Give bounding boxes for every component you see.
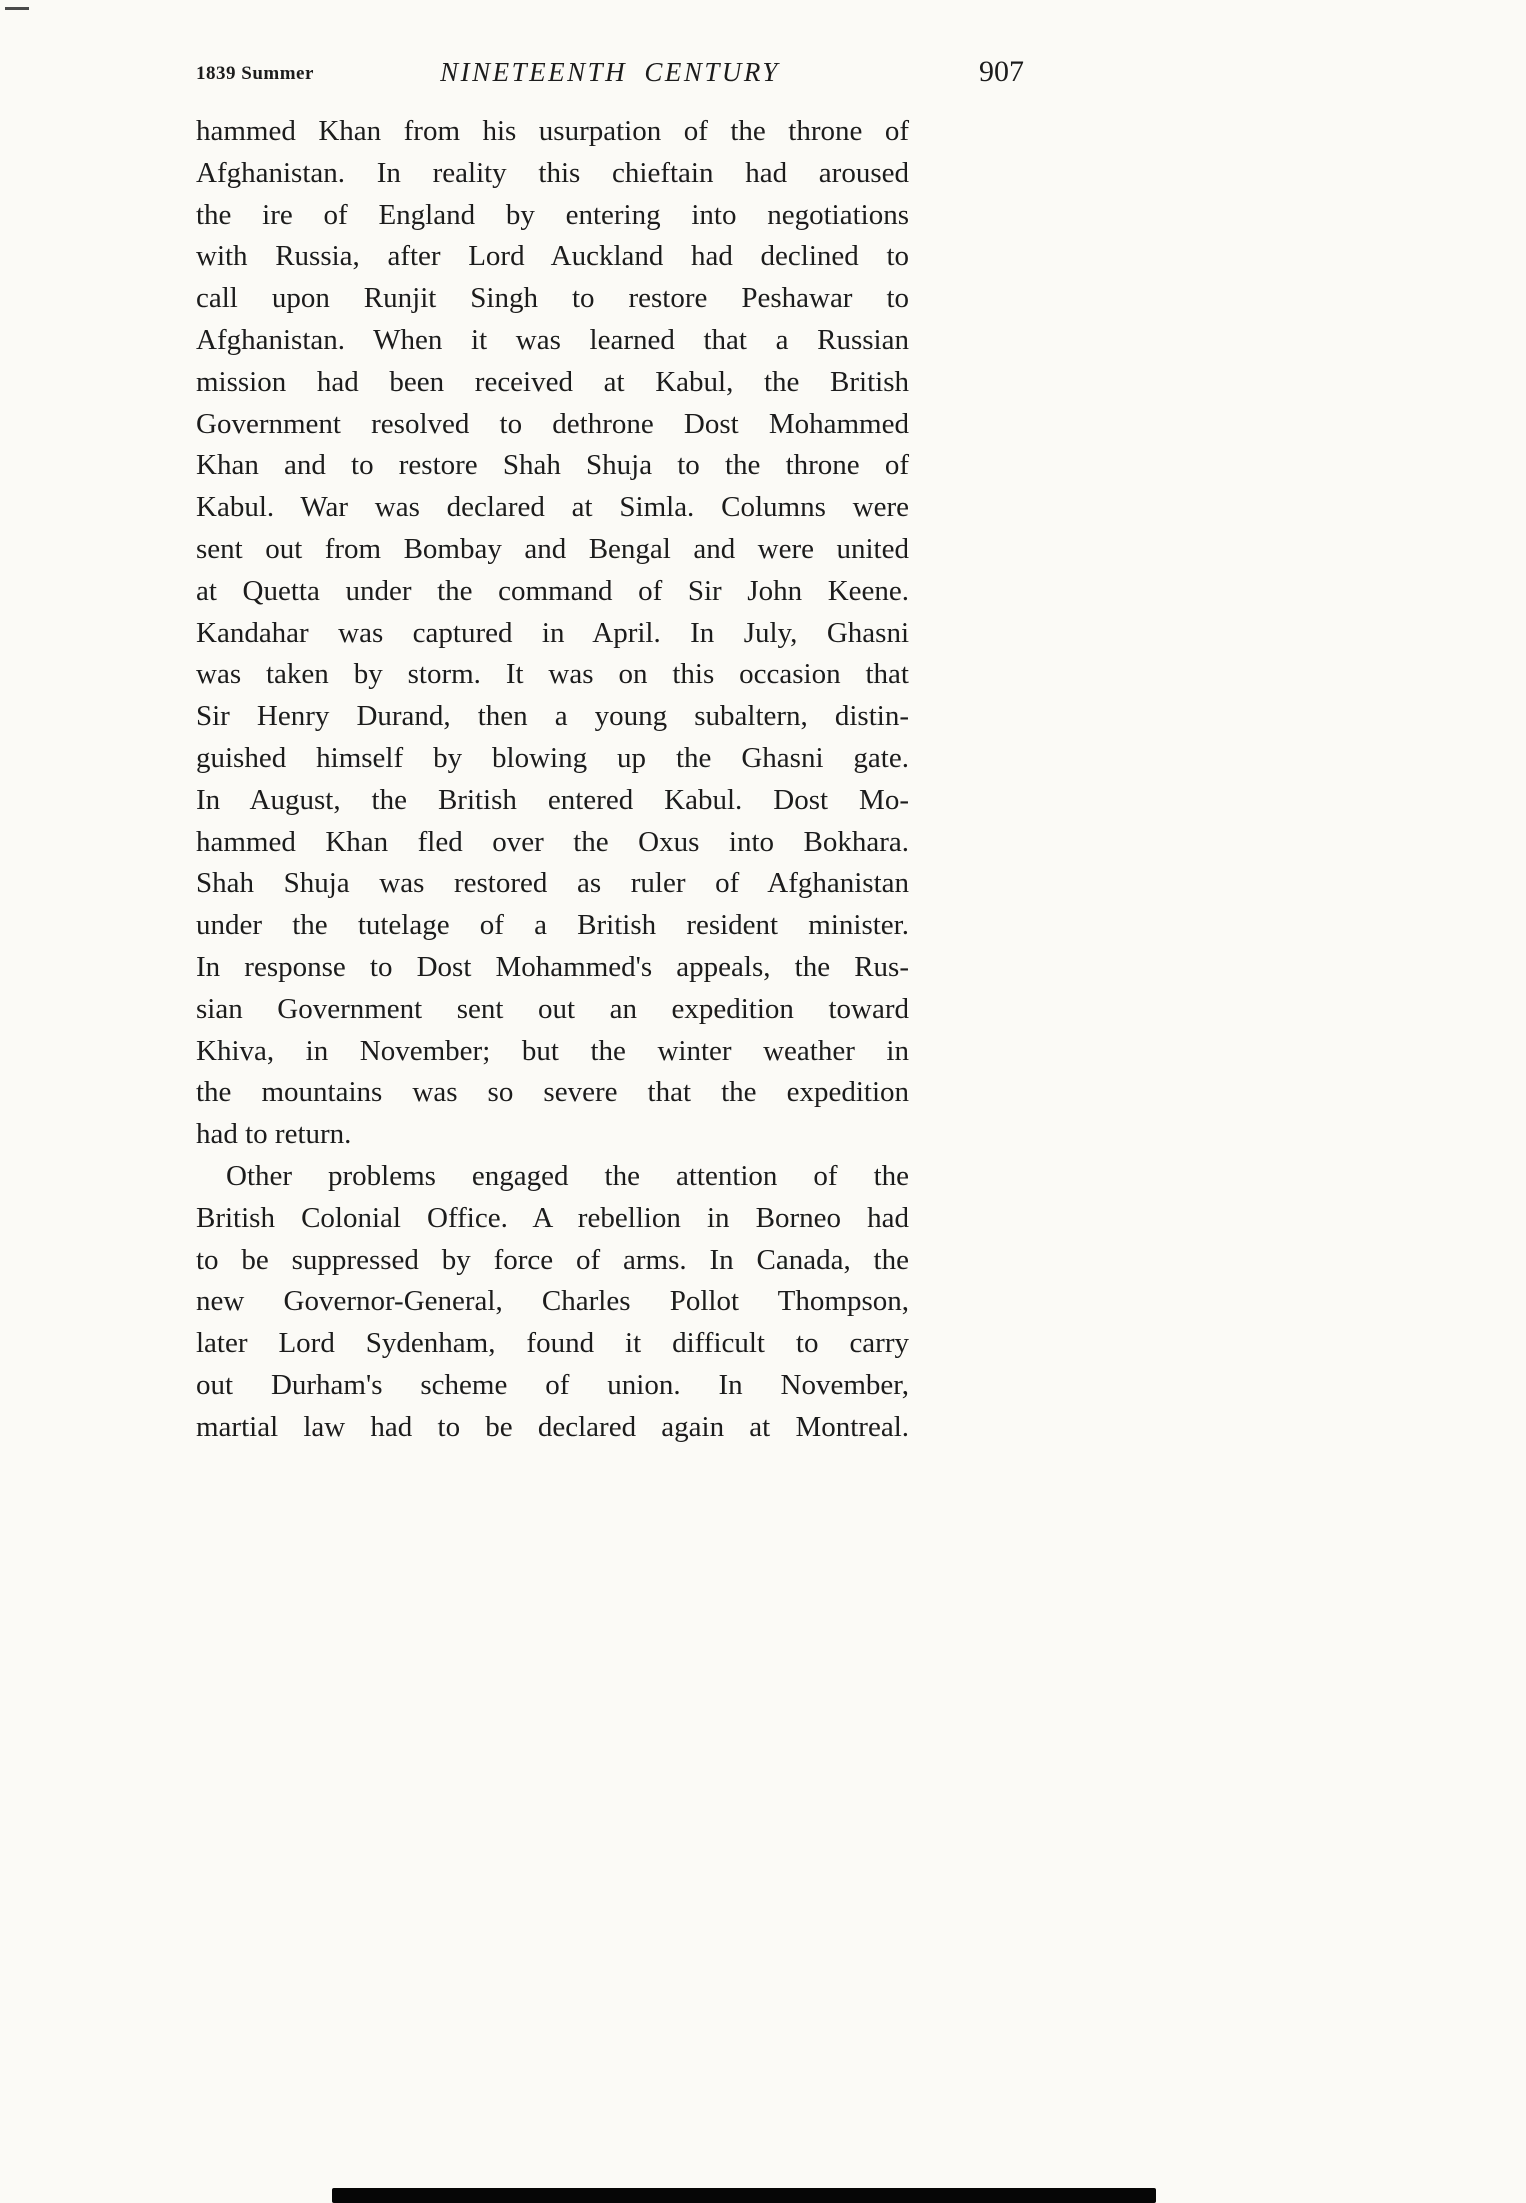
text-line: at Quetta under the command of Sir John Keene. [196,574,909,607]
text-line: Kandahar was captured in April. In July, Ghasni [196,616,909,649]
text-line: the mountains was so severe that the expedition [196,1076,909,1109]
text-line: mission had been received at Kabul, the British [196,365,909,398]
text-column [196,111,909,1449]
text-line: In response to Dost Mohammed's appeals, the Rus- [196,950,909,983]
text-line: later Lord Sydenham, found it difficult to carry [196,1327,909,1360]
text-line: under the tutelage of a British resident minister. [196,909,909,942]
paragraph [196,111,909,1156]
page-number: 907 [979,55,1024,88]
page-header [196,55,1024,95]
text-line: had to return. [196,1118,352,1151]
text-line: Kabul. War was declared at Simla. Columns were [196,491,909,524]
text-line: hammed Khan fled over the Oxus into Bokhara. [196,825,909,858]
text-line: out Durham's scheme of union. In November, [196,1368,909,1401]
text-line: Sir Henry Durand, then a young subaltern, distin- [196,700,909,733]
header-date: 1839 Summer [196,63,314,84]
text-line: sian Government sent out an expedition toward [196,992,909,1025]
text-line: Khan and to restore Shah Shuja to the throne of [196,449,909,482]
text-line: British Colonial Office. A rebellion in Borneo had [196,1201,909,1234]
text-line: call upon Runjit Singh to restore Peshawar to [196,282,909,315]
text-line: Afghanistan. In reality this chieftain had aroused [196,156,909,189]
text-line: Shah Shuja was restored as ruler of Afghanistan [196,867,909,900]
scan-artifact-dash [5,7,29,10]
text-line: with Russia, after Lord Auckland had declined to [196,240,909,273]
text-line: to be suppressed by force of arms. In Canada, the [196,1243,909,1276]
paragraph [196,1156,909,1449]
text-line: was taken by storm. It was on this occasion that [196,658,909,691]
text-line: Khiva, in November; but the winter weather in [196,1034,909,1067]
text-line: martial law had to be declared again at Montreal. [196,1410,909,1443]
text-line: the ire of England by entering into negotiations [196,198,909,231]
text-line: Government resolved to dethrone Dost Mohammed [196,407,909,440]
text-line: sent out from Bombay and Bengal and were united [196,532,909,565]
text-line: In August, the British entered Kabul. Dost Mo- [196,783,909,816]
running-title: NINETEENTH CENTURY [440,57,780,87]
text-line: Other problems engaged the attention of the [226,1159,909,1192]
text-line: Afghanistan. When it was learned that a Russian [196,323,909,356]
text-line: hammed Khan from his usurpation of the throne of [196,115,909,147]
scan-artifact-bar [332,2188,1156,2203]
text-line: guished himself by blowing up the Ghasni gate. [196,741,909,774]
text-line: new Governor-General, Charles Pollot Thompson, [196,1285,909,1318]
